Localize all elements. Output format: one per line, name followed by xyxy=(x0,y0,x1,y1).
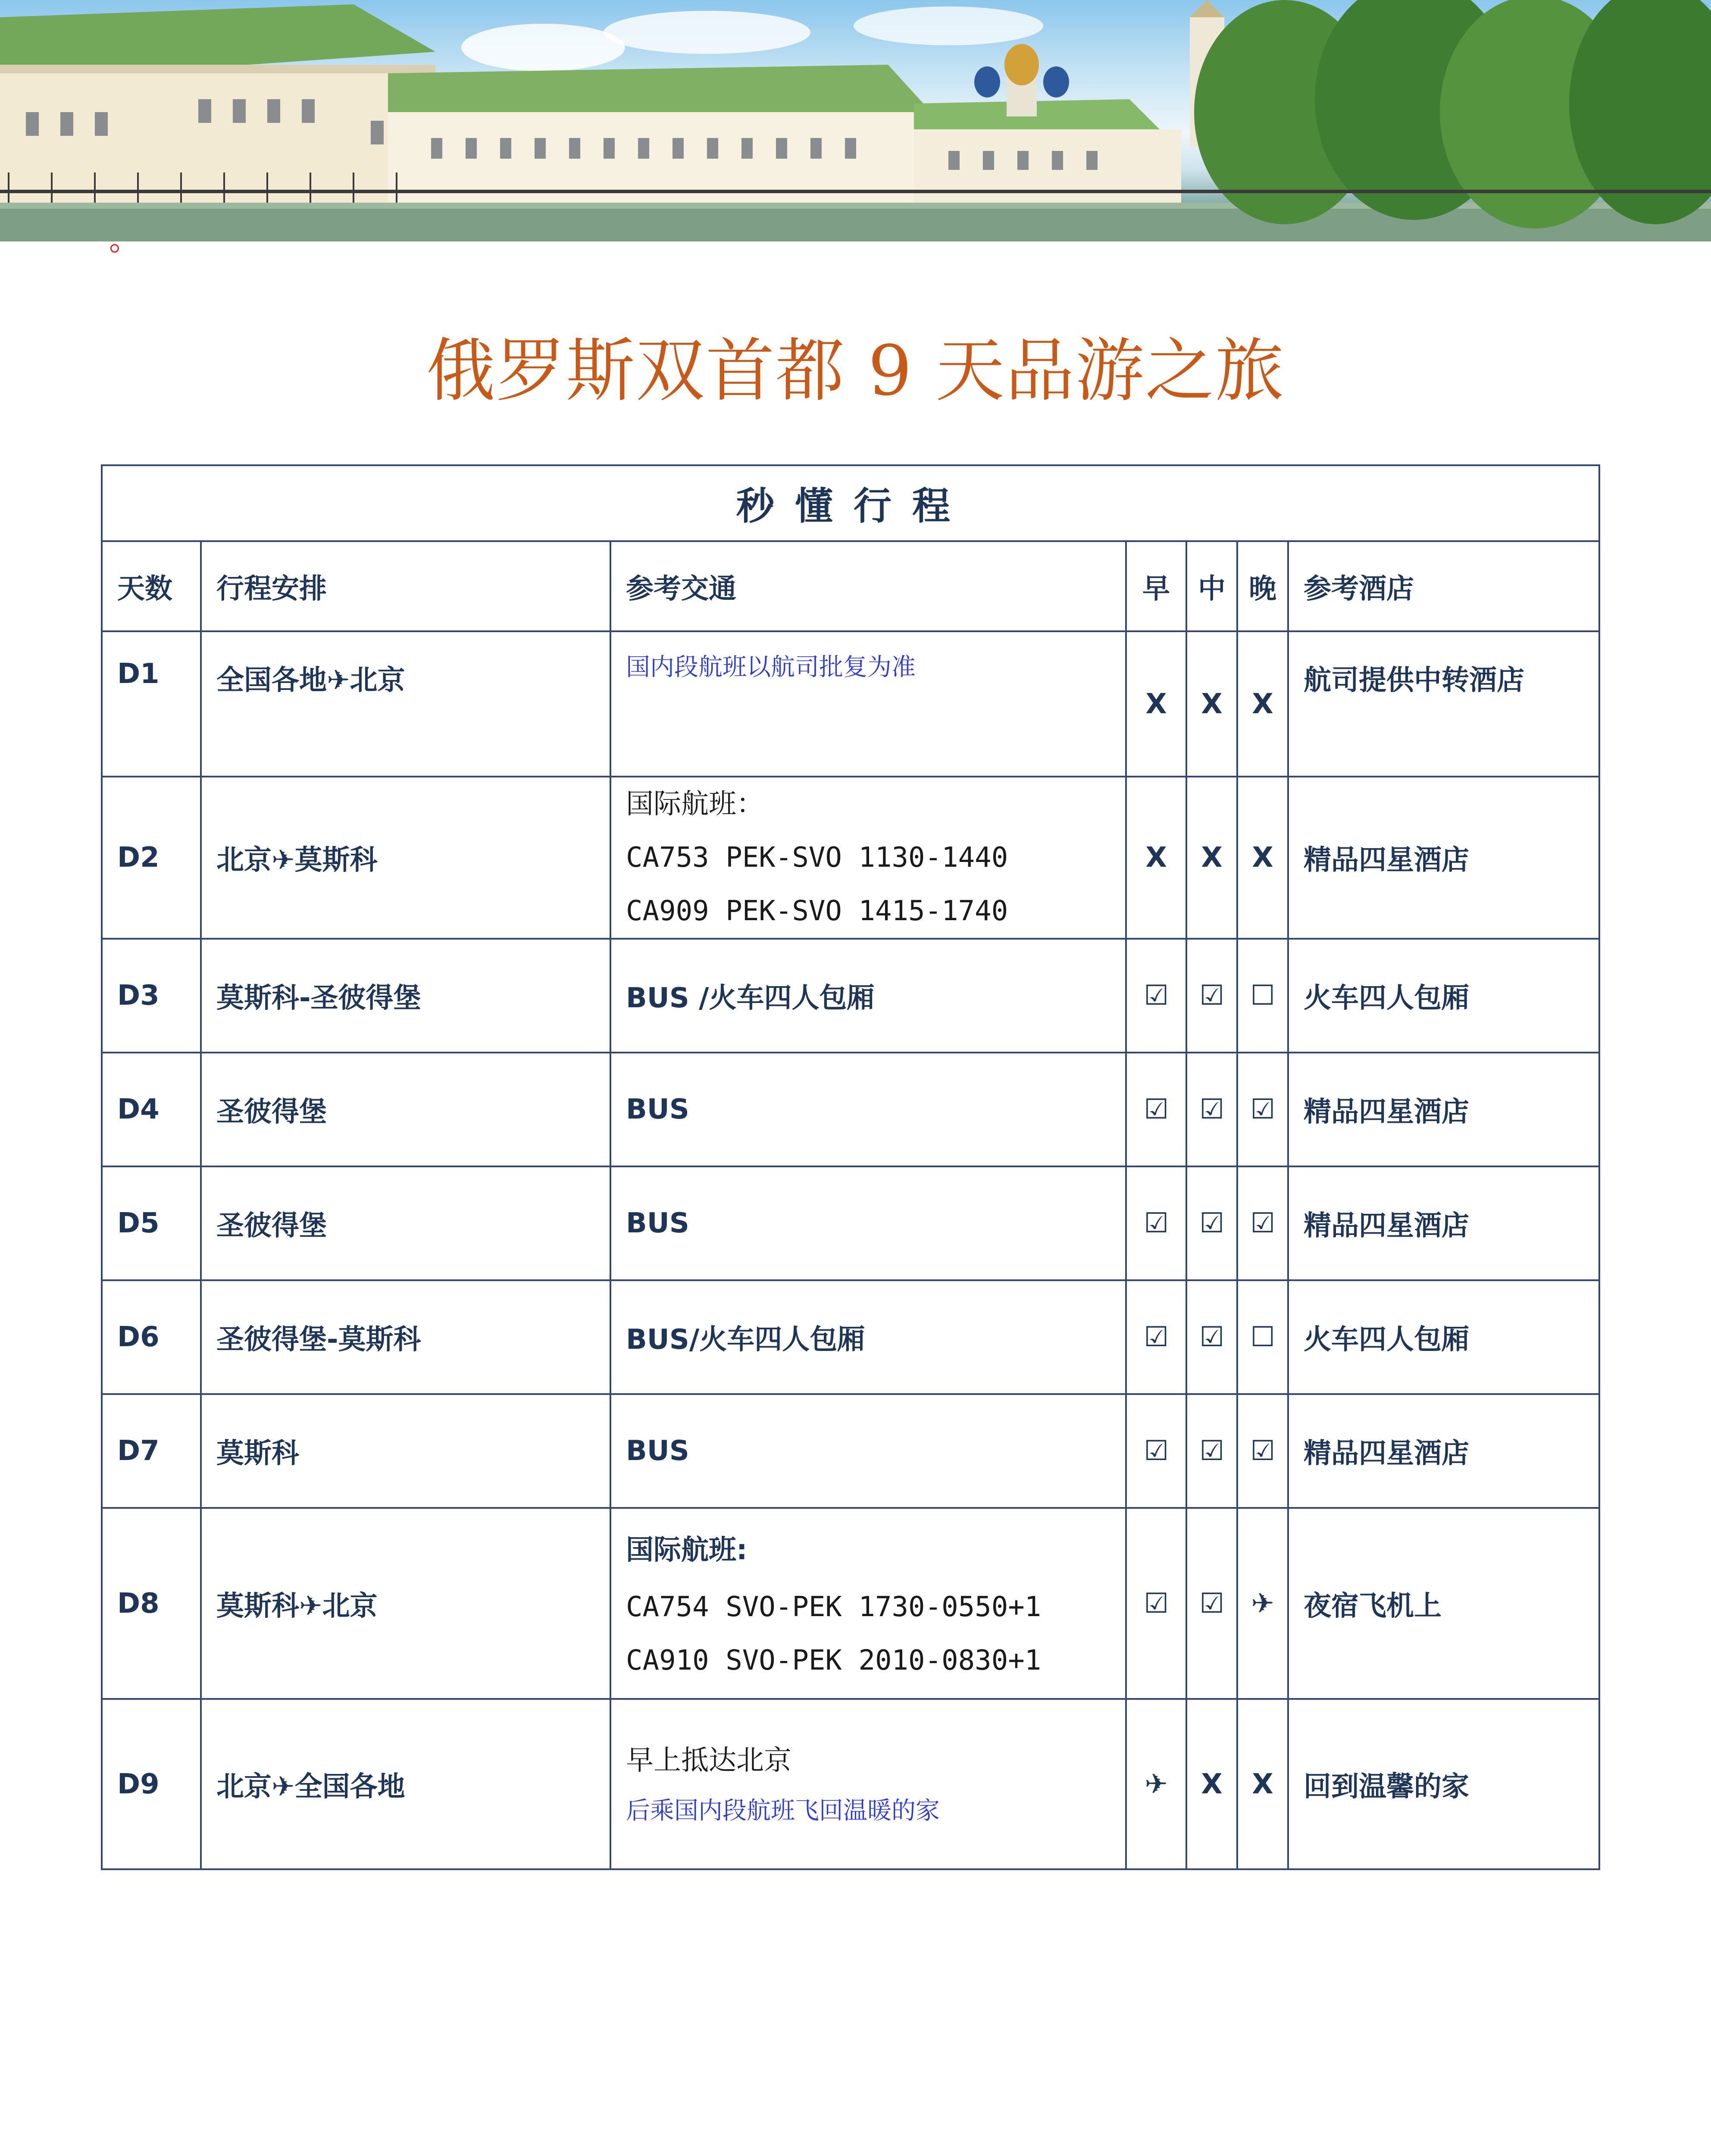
dinner-cell: X xyxy=(1237,631,1288,777)
breakfast-cell: ☑ xyxy=(1126,1508,1186,1699)
breakfast-cell: ☑ xyxy=(1126,939,1186,1053)
transport-note: 后乘国内段航班飞回温暖的家 xyxy=(626,1796,940,1825)
breakfast-cell: ☑ xyxy=(1126,1053,1186,1166)
lunch-cell: ☑ xyxy=(1186,1053,1237,1166)
day-cell: D6 xyxy=(102,1280,201,1394)
lunch-cell: X xyxy=(1186,631,1237,777)
dinner-cell: ☐ xyxy=(1237,1280,1288,1394)
hotel-cell: 回到温馨的家 xyxy=(1288,1699,1599,1869)
breakfast-cell: ☑ xyxy=(1126,1166,1186,1280)
flight-line: CA910 SVO-PEK 2010-0830+1 xyxy=(626,1644,1042,1677)
hotel-cell: 航司提供中转酒店 xyxy=(1288,631,1599,777)
transport-cell: BUS/火车四人包厢 xyxy=(610,1280,1126,1394)
itinerary-table xyxy=(101,464,1600,1870)
dinner-cell: X xyxy=(1237,1699,1288,1869)
hotel-cell: 夜宿飞机上 xyxy=(1288,1508,1599,1699)
lunch-cell: ☑ xyxy=(1186,1394,1237,1508)
route-cell: 北京✈全国各地 xyxy=(201,1699,610,1869)
breakfast-cell: X xyxy=(1126,631,1186,777)
transport-line: 国际航班: xyxy=(626,1534,748,1566)
page-title: 俄罗斯双首都 9 天品游之旅 xyxy=(426,330,1285,411)
lunch-cell: X xyxy=(1186,1699,1237,1869)
transport-cell: BUS xyxy=(610,1166,1126,1280)
header-route: 行程安排 xyxy=(201,541,610,631)
table-caption: 秒懂行程 xyxy=(102,465,1599,541)
breakfast-cell: ✈ xyxy=(1126,1699,1186,1869)
transport-line: 早上抵达北京 xyxy=(626,1744,791,1777)
transport-cell xyxy=(610,1699,1126,1869)
transport-cell xyxy=(610,1508,1126,1699)
table-row xyxy=(102,1053,1599,1166)
table-row xyxy=(102,777,1599,939)
header-day: 天数 xyxy=(102,541,201,631)
dinner-cell: ✈ xyxy=(1237,1508,1288,1699)
table-row xyxy=(102,939,1599,1053)
dinner-cell: ☑ xyxy=(1237,1053,1288,1166)
breakfast-cell: ☑ xyxy=(1126,1280,1186,1394)
flight-line: CA754 SVO-PEK 1730-0550+1 xyxy=(626,1591,1042,1623)
transport-line: 国际航班： xyxy=(626,788,764,820)
flight-line: CA753 PEK-SVO 1130-1440 xyxy=(626,842,1008,874)
route-cell: 全国各地✈北京 xyxy=(201,631,610,777)
header-dinner: 晚 xyxy=(1237,541,1288,631)
header-breakfast: 早 xyxy=(1126,541,1186,631)
lunch-cell: X xyxy=(1186,777,1237,939)
hotel-cell: 火车四人包厢 xyxy=(1288,939,1599,1053)
lunch-cell: ☑ xyxy=(1186,1166,1237,1280)
route-cell: 圣彼得堡 xyxy=(201,1053,610,1166)
hotel-cell: 精品四星酒店 xyxy=(1288,1053,1599,1166)
dinner-cell: ☑ xyxy=(1237,1394,1288,1508)
table-row xyxy=(102,631,1599,777)
route-cell: 北京✈莫斯科 xyxy=(201,777,610,939)
lunch-cell: ☑ xyxy=(1186,939,1237,1053)
breakfast-cell: ☑ xyxy=(1126,1394,1186,1508)
route-cell: 莫斯科 xyxy=(201,1394,610,1508)
hotel-cell: 精品四星酒店 xyxy=(1288,1394,1599,1508)
route-cell: 莫斯科-圣彼得堡 xyxy=(201,939,610,1053)
transport-cell: BUS /火车四人包厢 xyxy=(610,939,1126,1053)
day-cell: D3 xyxy=(102,939,201,1053)
day-cell: D9 xyxy=(102,1699,201,1869)
day-cell: D5 xyxy=(102,1166,201,1280)
table-header-row xyxy=(102,541,1599,631)
day-cell: D7 xyxy=(102,1394,201,1508)
dinner-cell: ☑ xyxy=(1237,1166,1288,1280)
red-dot-mark xyxy=(110,244,119,253)
table-row xyxy=(102,1394,1599,1508)
hotel-cell: 精品四星酒店 xyxy=(1288,1166,1599,1280)
hotel-cell: 火车四人包厢 xyxy=(1288,1280,1599,1394)
dinner-cell: ☐ xyxy=(1237,939,1288,1053)
transport-cell: BUS xyxy=(610,1394,1126,1508)
header-photo xyxy=(0,0,1711,241)
route-cell: 圣彼得堡-莫斯科 xyxy=(201,1280,610,1394)
day-cell: D8 xyxy=(102,1508,201,1699)
table-row xyxy=(102,1699,1599,1869)
table-row xyxy=(102,1280,1599,1394)
table-row xyxy=(102,1166,1599,1280)
flight-line: CA909 PEK-SVO 1415-1740 xyxy=(626,895,1008,927)
transport-cell: BUS xyxy=(610,1053,1126,1166)
route-cell: 圣彼得堡 xyxy=(201,1166,610,1280)
header-hotel: 参考酒店 xyxy=(1288,541,1599,631)
transport-note: 国内段航班以航司批复为准 xyxy=(626,653,916,681)
day-cell: D1 xyxy=(102,631,201,777)
lunch-cell: ☑ xyxy=(1186,1508,1237,1699)
breakfast-cell: X xyxy=(1126,777,1186,939)
route-cell: 莫斯科✈北京 xyxy=(201,1508,610,1699)
table-row xyxy=(102,1508,1599,1699)
day-cell: D4 xyxy=(102,1053,201,1166)
transport-cell xyxy=(610,777,1126,939)
header-transport: 参考交通 xyxy=(610,541,1126,631)
hotel-cell: 精品四星酒店 xyxy=(1288,777,1599,939)
lunch-cell: ☑ xyxy=(1186,1280,1237,1394)
transport-cell xyxy=(610,631,1126,777)
header-lunch: 中 xyxy=(1186,541,1237,631)
dinner-cell: X xyxy=(1237,777,1288,939)
day-cell: D2 xyxy=(102,777,201,939)
